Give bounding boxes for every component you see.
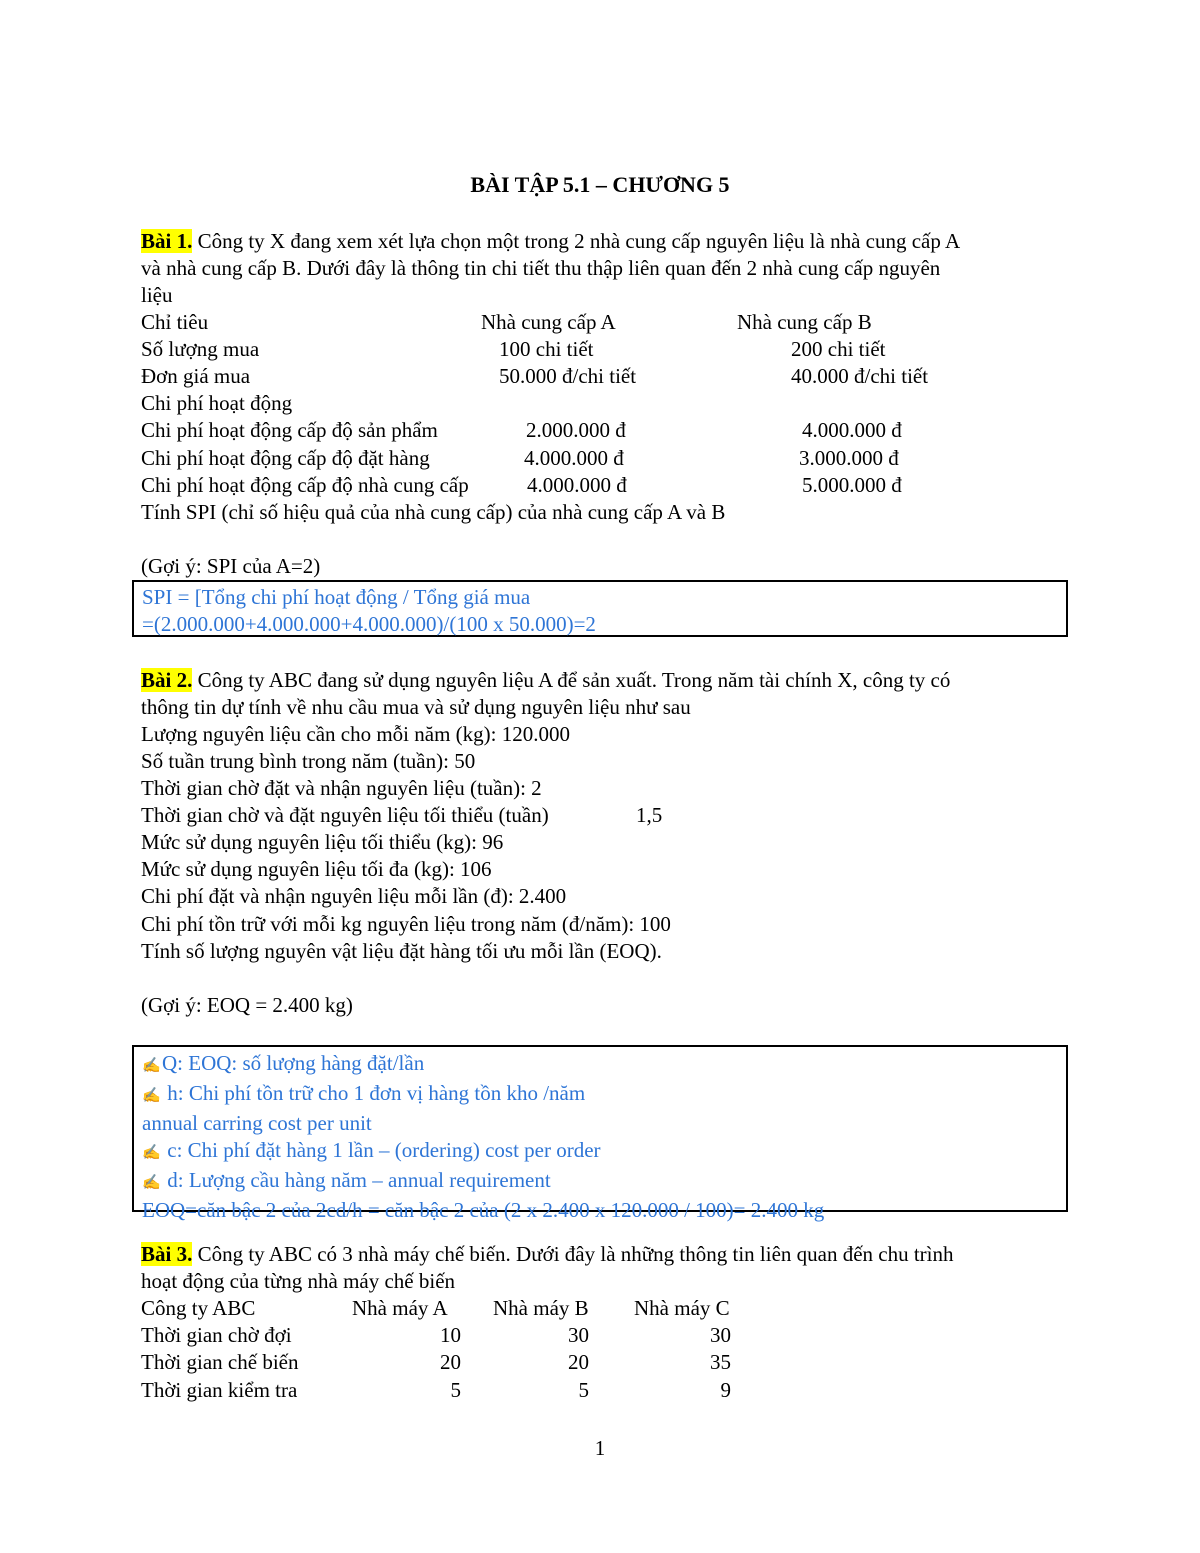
bai1-table-row <box>141 390 1041 417</box>
bai2-min-wait-row <box>141 802 1041 829</box>
bai1-row-value-a: 50.000 đ/chi tiết <box>499 364 637 388</box>
page-title: BÀI TẬP 5.1 – CHƯƠNG 5 <box>470 172 730 197</box>
bai1-row-value-a: 100 chi tiết <box>499 337 594 361</box>
bai1-table-header <box>141 309 1041 336</box>
bai1-hint: (Gợi ý: SPI của A=2) <box>141 554 321 578</box>
bai1-table-row <box>141 417 1041 444</box>
bai2-solution-formula: EOQ=căn bậc 2 của 2cd/h = căn bậc 2 của (2 x 2.400 x 120.000 / 100)= 2.400 kg <box>142 1198 825 1222</box>
bai2-intro-line-1 <box>141 667 950 694</box>
bai2-solution-text: h: Chi phí tồn trữ cho 1 đơn vị hàng tồn kho /năm <box>162 1081 586 1105</box>
bai2-question: Tính số lượng nguyên vật liệu đặt hàng tối ưu mỗi lần (EOQ). <box>141 939 662 963</box>
bai2-detail-line: Số tuần trung bình trong năm (tuần): 50 <box>141 749 476 773</box>
bai3-intro-text-1: Công ty ABC có 3 nhà máy chế biến. Dưới đây là những thông tin liên quan đến chu trình <box>192 1242 954 1266</box>
bai2-solution-line <box>142 1080 1066 1110</box>
bai1-solution-line-2: =(2.000.000+4.000.000+4.000.000)/(100 x 50.000)=2 <box>142 612 596 636</box>
bai1-solution-line-1: SPI = [Tổng chi phí hoạt động / Tổng giá mua <box>142 585 531 609</box>
bai3-row-label: Thời gian chờ đợi <box>141 1323 292 1347</box>
bai1-row-label: Chi phí hoạt động cấp độ đặt hàng <box>141 446 430 470</box>
bai1-row-value-a: 2.000.000 đ <box>526 418 626 442</box>
bai1-row-value-a: 4.000.000 đ <box>524 446 624 470</box>
bai3-table-row <box>141 1322 1041 1349</box>
bai1-row-value-b: 4.000.000 đ <box>802 418 902 442</box>
bai3-row-label: Thời gian chế biến <box>141 1350 299 1374</box>
page-number: 1 <box>594 1436 606 1460</box>
bai3-intro-line-1 <box>141 1241 954 1268</box>
pencil-hand-icon: ✍ <box>142 1175 161 1191</box>
bai3-value-a: 5 <box>450 1378 461 1402</box>
bai2-solution-line <box>142 1137 1066 1167</box>
bai1-row-label: Số lượng mua <box>141 337 260 361</box>
bai2-hint: (Gợi ý: EOQ = 2.400 kg) <box>141 993 353 1017</box>
bai1-row-value-b: 5.000.000 đ <box>802 473 902 497</box>
bai3-header-col-3: Nhà máy B <box>493 1296 589 1320</box>
bai2-intro-text-1: Công ty ABC đang sử dụng nguyên liệu A để sản xuất. Trong năm tài chính X, công ty có <box>192 668 951 692</box>
bai3-row-label: Thời gian kiểm tra <box>141 1378 298 1402</box>
bai1-row-value-b: 3.000.000 đ <box>799 446 899 470</box>
bai3-table-row <box>141 1377 1041 1404</box>
bai2-solution-box <box>132 1045 1068 1222</box>
bai1-intro-line-2: và nhà cung cấp B. Dưới đây là thông tin chi tiết thu thập liên quan đến 2 nhà cung cấp nguyên <box>141 256 941 280</box>
bai3-header-col-2: Nhà máy A <box>352 1296 448 1320</box>
bai2-min-wait-value: 1,5 <box>636 803 663 827</box>
bai1-row-value-b: 40.000 đ/chi tiết <box>791 364 929 388</box>
bai3-header-col-4: Nhà máy C <box>634 1296 730 1320</box>
bai3-value-c: 9 <box>720 1378 731 1402</box>
bai1-question: Tính SPI (chỉ số hiệu quả của nhà cung cấp) của nhà cung cấp A và B <box>141 500 726 524</box>
bai2-detail-line: Mức sử dụng nguyên liệu tối đa (kg): 106 <box>141 857 492 881</box>
bai2-solution-line: annual carring cost per unit <box>142 1111 372 1135</box>
bai1-row-label: Chi phí hoạt động cấp độ nhà cung cấp <box>141 473 469 497</box>
bai1-table-row <box>141 472 1041 499</box>
bai1-header-col-3: Nhà cung cấp B <box>737 310 872 334</box>
bai2-solution-text: c: Chi phí đặt hàng 1 lần – (ordering) cost per order <box>162 1138 601 1162</box>
bai1-row-label: Chi phí hoạt động <box>141 391 293 415</box>
bai1-intro-line-1 <box>141 228 960 255</box>
bai1-header-col-1: Chỉ tiêu <box>141 310 209 334</box>
bai2-detail-line: Thời gian chờ đặt và nhận nguyên liệu (tuần): 2 <box>141 776 542 800</box>
bai2-detail-line: Lượng nguyên liệu cần cho mỗi năm (kg): 120.000 <box>141 722 570 746</box>
bai3-table-header <box>141 1295 1041 1322</box>
bai1-table-row <box>141 445 1041 472</box>
pencil-hand-icon: ✍ <box>142 1088 161 1104</box>
bai3-label: Bài 3. <box>141 1242 193 1266</box>
bai1-solution-box <box>132 580 1068 637</box>
bai3-table-row <box>141 1349 1041 1376</box>
pencil-hand-icon: ✍ <box>142 1145 161 1161</box>
bai1-header-col-2: Nhà cung cấp A <box>481 310 616 334</box>
bai3-value-a: 10 <box>440 1323 461 1347</box>
bai2-solution-line <box>142 1050 1066 1080</box>
bai1-intro-line-3: liệu <box>141 283 173 307</box>
bai1-table-row <box>141 363 1041 390</box>
bai3-intro-line-2: hoạt động của từng nhà máy chế biến <box>141 1269 456 1293</box>
bai2-solution-text: Q: EOQ: số lượng hàng đặt/lần <box>162 1051 425 1075</box>
bai3-value-b: 5 <box>578 1378 589 1402</box>
bai2-detail-line: Chi phí tồn trữ với mỗi kg nguyên liệu trong năm (đ/năm): 100 <box>141 912 671 936</box>
bai1-intro-text-1: Công ty X đang xem xét lựa chọn một trong 2 nhà cung cấp nguyên liệu là nhà cung cấp A <box>192 229 961 253</box>
bai2-detail-line: Mức sử dụng nguyên liệu tối thiểu (kg): 96 <box>141 830 504 854</box>
bai1-table-row <box>141 336 1041 363</box>
bai3-value-b: 30 <box>568 1323 589 1347</box>
bai1-label: Bài 1. <box>141 229 193 253</box>
bai3-value-c: 30 <box>710 1323 731 1347</box>
pencil-hand-icon: ✍ <box>142 1058 161 1074</box>
bai2-min-wait-label: Thời gian chờ và đặt nguyên liệu tối thiểu (tuần) <box>141 803 549 827</box>
bai3-value-c: 35 <box>710 1350 731 1374</box>
bai2-solution-text: d: Lượng cầu hàng năm – annual requirement <box>162 1168 551 1192</box>
bai2-solution-line <box>142 1167 1066 1197</box>
bai2-label: Bài 2. <box>141 668 193 692</box>
bai1-row-label: Chi phí hoạt động cấp độ sản phẩm <box>141 418 438 442</box>
bai2-detail-line: Chi phí đặt và nhận nguyên liệu mỗi lần (đ): 2.400 <box>141 884 567 908</box>
bai1-row-label: Đơn giá mua <box>141 364 251 388</box>
bai3-header-col-1: Công ty ABC <box>141 1296 256 1320</box>
bai1-row-value-a: 4.000.000 đ <box>527 473 627 497</box>
bai2-intro-line-2: thông tin dự tính về nhu cầu mua và sử dụng nguyên liệu như sau <box>141 695 691 719</box>
bai1-row-value-b: 200 chi tiết <box>791 337 886 361</box>
bai3-value-a: 20 <box>440 1350 461 1374</box>
bai3-value-b: 20 <box>568 1350 589 1374</box>
